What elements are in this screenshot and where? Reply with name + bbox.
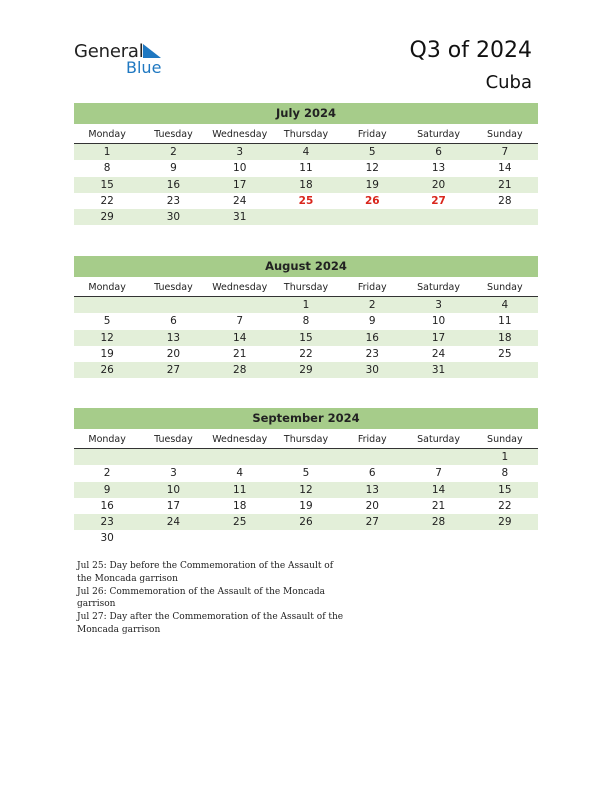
month-header: August 2024	[74, 256, 538, 277]
day-cell: 12	[365, 162, 379, 175]
day-cell: 12	[299, 483, 313, 496]
week-row	[74, 193, 538, 209]
day-cell	[405, 209, 471, 225]
day-cell: 1	[103, 146, 111, 158]
holiday-note: Jul 27: Day after the Commemoration of the Assault of the Moncada garrison	[77, 612, 344, 635]
day-cell: 7	[501, 146, 509, 158]
day-cell: 11	[299, 162, 313, 175]
day-cell	[74, 297, 140, 313]
weekday-label: Thursday	[283, 282, 329, 293]
day-cell: 19	[100, 347, 114, 360]
weekday-label: Friday	[357, 129, 387, 140]
day-cell: 3	[236, 146, 244, 158]
day-cell: 10	[166, 483, 181, 496]
day-cell: 7	[236, 315, 244, 328]
day-cell	[273, 209, 339, 225]
week-row	[74, 313, 538, 329]
day-cell: 16	[166, 178, 181, 191]
month-header: July 2024	[74, 103, 538, 124]
week-row	[74, 297, 538, 313]
day-cell: 24	[431, 347, 446, 360]
weekday-label: Saturday	[417, 434, 460, 445]
day-cell: 13	[166, 331, 181, 344]
day-cell: 16	[100, 499, 114, 512]
day-cell: 12	[100, 331, 114, 344]
day-cell: 27	[365, 516, 379, 529]
day-cell: 11	[233, 483, 247, 496]
week-row	[74, 177, 538, 193]
holiday-note: Jul 26: Commemoration of the Assault of the Moncada garrison	[77, 586, 326, 610]
weekday-label: Sunday	[487, 434, 523, 445]
day-cell: 6	[368, 467, 376, 480]
day-cell: 25	[233, 516, 247, 529]
day-cell: 1	[501, 451, 509, 463]
day-cell: 17	[166, 499, 181, 512]
week-row	[74, 160, 538, 176]
weekday-label: Saturday	[417, 282, 460, 293]
day-cell	[207, 530, 273, 546]
day-cell: 6	[170, 315, 177, 328]
day-cell	[140, 297, 206, 313]
day-cell: 13	[365, 483, 379, 496]
weekday-label: Tuesday	[154, 129, 193, 140]
day-cell: 5	[103, 315, 111, 328]
holiday-day-cell: 27	[431, 194, 446, 207]
day-cell: 24	[166, 516, 181, 529]
day-cell: 15	[299, 331, 313, 344]
day-cell: 29	[498, 516, 512, 529]
weekday-label: Monday	[88, 282, 126, 293]
day-cell: 19	[299, 499, 313, 512]
month-header: September 2024	[74, 408, 538, 429]
day-cell: 15	[100, 178, 114, 191]
day-cell	[207, 449, 273, 465]
day-cell: 6	[435, 146, 442, 158]
day-cell	[273, 530, 339, 546]
week-row	[74, 209, 538, 225]
day-cell: 16	[365, 331, 379, 344]
day-cell: 14	[431, 483, 446, 496]
weekday-label: Thursday	[283, 434, 329, 445]
weekday-label: Wednesday	[212, 282, 268, 293]
day-cell	[140, 530, 206, 546]
day-cell: 10	[431, 315, 446, 328]
week-row	[74, 530, 538, 546]
day-cell: 4	[501, 299, 509, 311]
day-cell: 18	[299, 178, 313, 191]
week-row	[74, 498, 538, 514]
day-cell: 9	[103, 483, 111, 496]
day-cell: 4	[302, 146, 310, 158]
weekday-label: Friday	[357, 282, 387, 293]
weekday-label: Tuesday	[154, 434, 193, 445]
day-cell: 30	[365, 364, 379, 377]
day-cell: 29	[299, 364, 313, 377]
day-cell: 22	[100, 194, 114, 207]
weekday-label: Thursday	[283, 129, 329, 140]
page-title: Q3 of 2024	[409, 38, 532, 63]
day-cell: 28	[233, 364, 247, 377]
day-cell: 22	[498, 499, 512, 512]
weekday-row	[74, 431, 538, 449]
day-cell: 23	[365, 347, 379, 360]
day-cell: 9	[368, 315, 376, 328]
weekday-label: Wednesday	[212, 434, 268, 445]
day-cell: 26	[299, 516, 313, 529]
weekday-row	[74, 279, 538, 297]
day-cell	[472, 530, 538, 546]
day-cell: 23	[100, 516, 114, 529]
logo-general-text: General	[74, 41, 144, 62]
generalblue-logo	[74, 41, 162, 77]
day-cell	[472, 362, 538, 378]
day-cell: 20	[431, 178, 446, 191]
weekday-label: Friday	[357, 434, 387, 445]
day-cell: 14	[498, 162, 512, 175]
day-cell	[339, 530, 405, 546]
day-cell	[472, 209, 538, 225]
day-cell: 21	[431, 499, 446, 512]
weekday-row	[74, 126, 538, 144]
day-cell: 28	[431, 516, 446, 529]
month-september	[74, 408, 538, 547]
day-cell: 11	[498, 315, 512, 328]
day-cell: 27	[166, 364, 181, 377]
day-cell: 2	[103, 467, 111, 480]
day-cell: 29	[100, 211, 114, 224]
day-cell: 5	[368, 146, 376, 158]
day-cell: 18	[233, 499, 247, 512]
day-cell: 4	[236, 467, 244, 480]
day-cell: 20	[365, 499, 379, 512]
day-cell: 8	[501, 467, 509, 480]
day-cell: 17	[431, 331, 446, 344]
day-cell	[339, 449, 405, 465]
week-row	[74, 449, 538, 465]
weekday-label: Sunday	[487, 129, 523, 140]
day-cell: 15	[498, 483, 512, 496]
day-cell: 31	[233, 211, 247, 224]
week-row	[74, 346, 538, 362]
day-cell: 7	[435, 467, 442, 480]
day-cell: 20	[166, 347, 181, 360]
week-row	[74, 482, 538, 498]
holiday-day-cell: 26	[364, 194, 380, 207]
day-cell	[405, 530, 471, 546]
day-cell: 14	[233, 331, 247, 344]
weekday-label: Saturday	[417, 129, 460, 140]
week-row	[74, 465, 538, 481]
month-august	[74, 256, 538, 378]
week-row	[74, 330, 538, 346]
day-cell: 24	[233, 194, 247, 207]
day-cell: 5	[302, 467, 310, 480]
day-cell: 8	[103, 162, 111, 175]
weekday-label: Monday	[88, 129, 126, 140]
weekday-label: Monday	[88, 434, 126, 445]
day-cell: 8	[302, 315, 310, 328]
day-cell: 2	[170, 146, 177, 158]
day-cell	[207, 297, 273, 313]
holiday-day-cell: 25	[298, 194, 314, 207]
weekday-label: Sunday	[487, 282, 523, 293]
day-cell: 19	[365, 178, 379, 191]
day-cell: 23	[166, 194, 181, 207]
day-cell	[74, 449, 140, 465]
day-cell: 3	[435, 299, 442, 311]
day-cell: 26	[100, 364, 114, 377]
holiday-notes	[77, 560, 347, 637]
holiday-note: Jul 25: Day before the Commemoration of the Assault of the Moncada garrison	[77, 561, 334, 584]
day-cell: 13	[431, 162, 446, 175]
month-july	[74, 103, 538, 225]
day-cell	[405, 449, 471, 465]
day-cell: 17	[233, 178, 247, 191]
week-row	[74, 514, 538, 530]
day-cell: 2	[368, 299, 376, 311]
day-cell: 18	[498, 331, 512, 344]
day-cell: 22	[299, 347, 313, 360]
day-cell: 30	[100, 532, 114, 545]
day-cell: 9	[170, 162, 177, 175]
day-cell	[273, 449, 339, 465]
day-cell: 28	[498, 194, 512, 207]
weekday-label: Tuesday	[154, 282, 193, 293]
day-cell: 21	[233, 347, 247, 360]
week-row	[74, 362, 538, 378]
weekday-label: Wednesday	[212, 129, 268, 140]
day-cell: 31	[431, 364, 446, 377]
day-cell	[339, 209, 405, 225]
day-cell: 21	[498, 178, 512, 191]
logo-flag-icon	[143, 44, 161, 58]
day-cell: 30	[166, 211, 181, 224]
day-cell: 25	[498, 347, 512, 360]
logo-blue-text: Blue	[126, 58, 162, 77]
day-cell: 10	[233, 162, 247, 175]
day-cell	[140, 449, 206, 465]
day-cell: 3	[170, 467, 177, 480]
week-row	[74, 144, 538, 160]
day-cell: 1	[302, 299, 310, 311]
country-name: Cuba	[485, 72, 532, 93]
